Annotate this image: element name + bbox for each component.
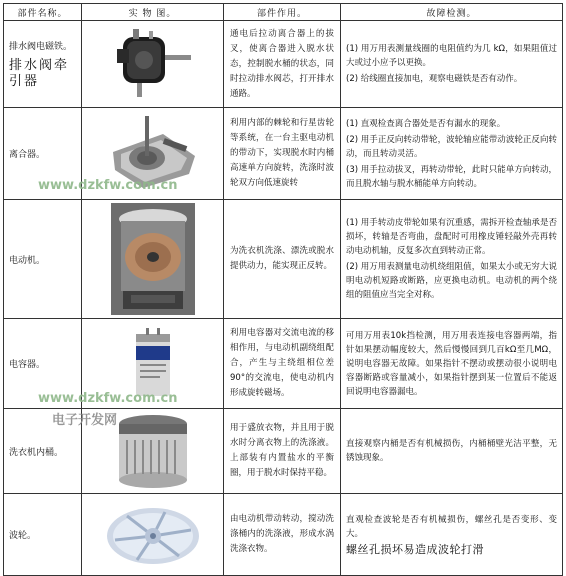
fault-check-item: (1) 用万用表测量线圈的电阻值约为几 kΩ，如果阻值过大或过小应予以更换。 [346,44,557,68]
fault-check-item: (3) 用手拉动拔叉，再转动带轮，此时只能单方向转动，而且脱水轴与脱水桶能单方向转动。 [346,164,557,189]
part-function: 由电动机带动转动，搅动洗涤桶内的洗涤液，形成水涡洗涤衣物。 [224,494,341,576]
part-function: 通电后拉动离合器上的拔叉，使离合器进入脱水状态，控制脱水桶的状态，同时拉动排水阀芯，打开排水通路。 [224,21,341,108]
part-function: 利用电容器对交流电流的移相作用，与电动机副绕组配合，产生与主绕组相位差90°的交流电，使电动机内形成旋转磁场。 [224,319,341,409]
part-name-cell [4,409,82,494]
clutch-icon [103,112,203,196]
header-photo: 实 物 图。 [82,4,224,21]
motor-icon [111,203,195,315]
part-name: 离合器。 [9,150,46,160]
motor-photo [82,200,224,319]
clutch-photo [82,108,224,200]
fault-check-item: (1) 直观检查离合器处是否有漏水的现象。 [346,118,506,129]
fault-check-cell [341,319,563,409]
fault-check-cell [341,200,563,319]
fault-check-item: 可用万用表10k挡检测，用万用表连接电容器两端，指针如果摆动幅度较大，然后慢慢回到几百kΩ至几MΩ，说明电容器无故障。如果指针不摆动或摆动很小说明电容器断路或容量减小，如果指针摆到某一位置后不能返回说明电容器漏电。 [346,330,557,397]
fault-check-item: (2) 用万用表测量电动机绕组阻值，如果太小或无穷大说明电动机短路或断路，应更换电动机。电动机的两个绕组的阻值应当完全对称。 [346,262,557,300]
fault-check-item: (2) 用手正反向转动带轮，波轮轴应能带动波轮正反向转动，而且转动灵活。 [346,134,557,159]
capacitor-photo [82,319,224,409]
header-part-name: 部件名称。 [4,4,82,21]
part-name: 洗衣机内桶。 [9,447,64,458]
watermark-site-name: 电子开发网 [52,413,118,428]
watermark-site: www.dzkfw.com.cn [38,178,178,193]
header-function: 部件作用。 [224,4,341,21]
impeller-icon [103,500,203,570]
watermark-site: www.dzkfw.com.cn [38,391,178,406]
header-fault-check: 故障检测。 [341,4,563,21]
table-row [4,200,563,319]
part-function: 为洗衣机洗涤、漂洗或脱水提供动力，能实现正反转。 [224,200,341,319]
part-name-cell [4,494,82,576]
fault-check-item: 螺丝孔损坏易造成波轮打滑 [346,542,484,556]
part-name: 电动机。 [9,255,46,266]
table-row [4,409,563,494]
parts-table [3,3,563,576]
part-name: 排水阀电磁铁。 [9,41,73,52]
part-function: 利用内部的棘轮和行星齿轮等系统，在一台主驱电动机的带动下，实现脱水时内桶高速单方向旋转，洗涤时波轮双方向低速旋转 [224,108,341,200]
table-row [4,494,563,576]
part-name: 电容器。 [9,360,46,370]
part-name-cell [4,319,82,409]
part-name-extra: 排水阀牵引器 [9,57,70,89]
part-name-cell [4,21,82,108]
part-name-cell [4,200,82,319]
table-row [4,108,563,200]
part-name: 波轮。 [9,531,37,541]
fault-check-cell [341,409,563,494]
fault-check-item: 直接观察内桶是否有机械损伤，内桶桶壁光洁平整，无锈蚀现象。 [346,439,557,463]
table-row [4,21,563,108]
fault-check-cell [341,21,563,108]
table-row [4,319,563,409]
inner-tub-photo [82,409,224,494]
fault-check-cell [341,494,563,576]
table-header-row [4,4,563,21]
impeller-photo [82,494,224,576]
fault-check-cell [341,108,563,200]
fault-check-item: (1) 用手转动皮带轮如果有沉重感，需拆开检查轴承是否损坏，转轴是否弯曲，盘配时可用橡皮锤轻敲外壳再转动电动机轴，反复多次直到转动正常。 [346,218,557,256]
part-name-cell [4,108,82,200]
fault-check-item: 直观检查波轮是否有机械损伤，螺丝孔是否变形、变大。 [346,514,557,539]
drain-valve-motor-photo [82,21,224,108]
drain-valve-motor-icon [109,25,197,103]
inner-tub-icon [114,412,192,490]
part-function: 用于盛放衣物，并且用于脱水时分离衣物上的洗涤液。上部装有内置盐水的平衡圈，用于脱水时保持平稳。 [224,409,341,494]
capacitor-icon [128,328,178,400]
fault-check-item: (2) 给线圈直接加电，观察电磁铁是否有动作。 [346,74,523,84]
